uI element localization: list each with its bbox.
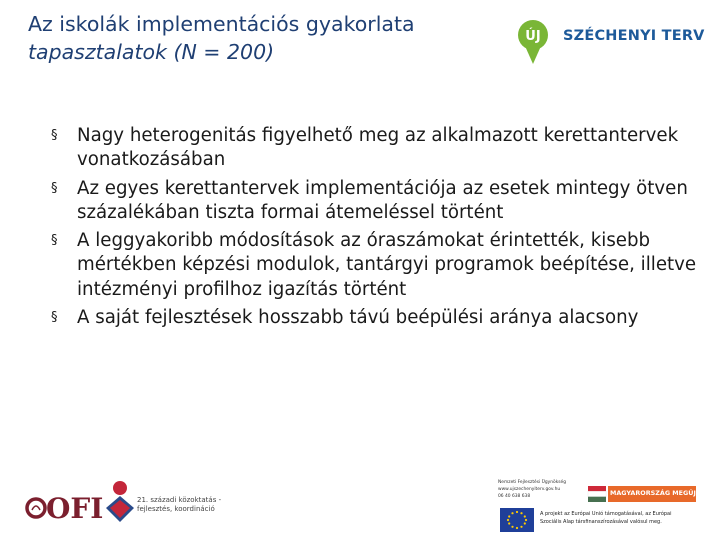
ofi-logo [26, 490, 104, 525]
szechenyi-logo-text: SZÉCHENYI TERV [563, 28, 705, 44]
bullet-text: Nagy heterogenitás figyelhető meg az alkalmazott kerettantervek vonatkozásában [77, 125, 679, 171]
szechenyi-emblem-icon [514, 16, 556, 66]
page-title [28, 10, 498, 66]
bullet-list [48, 124, 698, 334]
bullet-item [48, 177, 698, 226]
okt-line-1: 21. századi közoktatás - [137, 496, 222, 504]
ofi-text: OFI [46, 492, 104, 525]
hungary-renews-badge [588, 486, 706, 502]
bullet-text: A leggyakoribb módosítások az óraszámokat érintették, kisebb mértékben képzési modulok, tantárgyi programok beépítése, illetve intézményi profilhoz igazítás történt [77, 230, 697, 300]
bullet-marker: § [51, 128, 58, 143]
hungary-badge-text: MAGYARORSZÁG MEGÚJUL [610, 489, 706, 497]
szechenyi-terv-logo [514, 16, 714, 66]
eu-text-line-1: A projekt az Európai Unió támogatásával, az Európai [540, 511, 672, 517]
education-coordination-logo [100, 478, 250, 528]
education-emblem-icon [100, 478, 136, 528]
bullet-item [48, 124, 698, 173]
bullet-text: A saját fejlesztések hosszabb távú beépülési aránya alacsony [77, 307, 639, 329]
bullet-item [48, 229, 698, 302]
bullet-marker: § [51, 310, 58, 326]
okt-line-2: fejlesztés, koordináció [137, 505, 215, 513]
emblem-text: ÚJ [525, 29, 541, 44]
title-line-1: Az iskolák implementációs gyakorlata [28, 12, 415, 36]
info-line: Nemzeti Fejlesztési Ügynökség [498, 480, 567, 485]
bullet-item [48, 306, 698, 330]
info-line: 06 40 638 638 [498, 494, 531, 499]
bullet-text: Az egyes kerettantervek implementációja az esetek mintegy ötven százalékában tiszta formai átemeléssel történt [77, 177, 688, 223]
eu-flag-icon [500, 508, 534, 532]
eu-funding-text [540, 510, 672, 526]
bullet-marker: § [51, 233, 58, 249]
title-line-2: tapasztalatok (N = 200) [28, 40, 275, 64]
eu-text-line-2: Szociális Alap társfinanszírozásával valósul meg. [540, 519, 662, 525]
bullet-marker: § [51, 180, 58, 196]
info-line: www.ujszechenyiterv.gov.hu [498, 487, 561, 492]
